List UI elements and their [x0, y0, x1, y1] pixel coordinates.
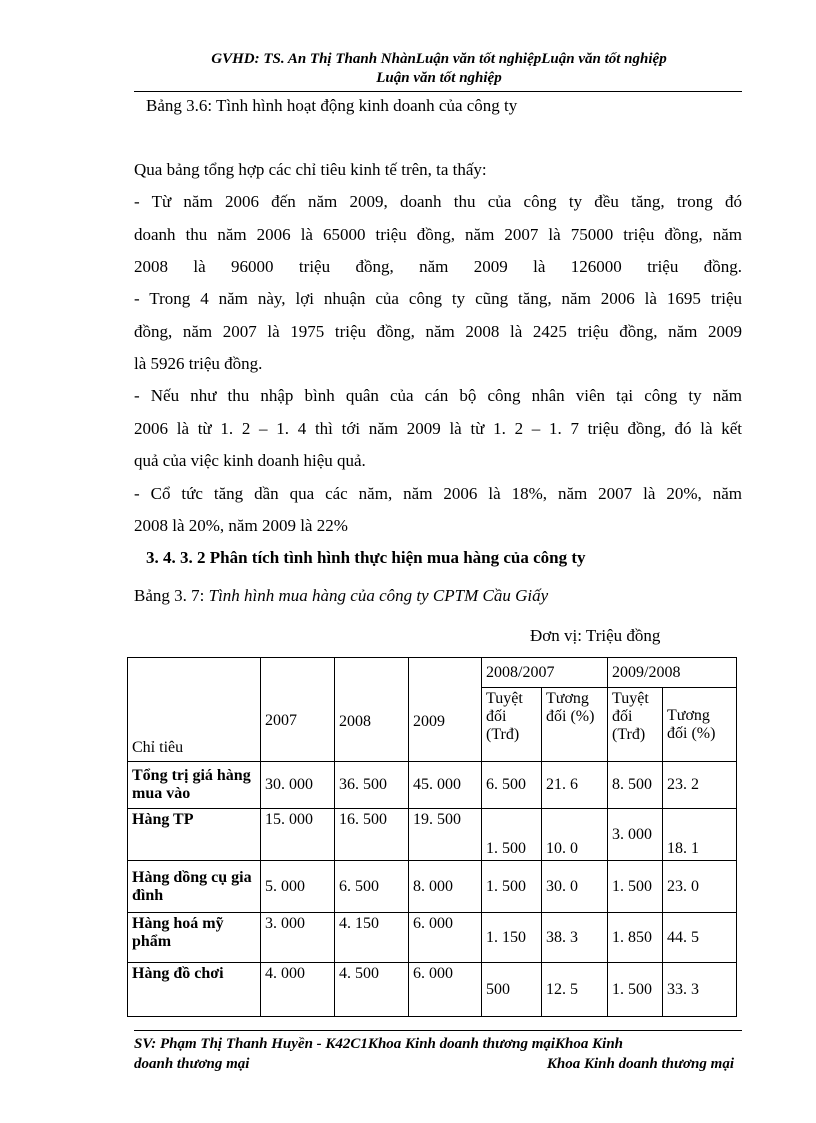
header-2009-2008: 2009/2008 [608, 658, 737, 688]
cell-2009: 6. 000 [409, 963, 482, 1017]
cell-rel-1: 21. 6 [542, 762, 608, 809]
cell-2008: 6. 500 [335, 861, 409, 913]
paragraph-line: là 5926 triệu đồng. [134, 354, 263, 373]
header-line-1: GVHD: TS. An Thị Thanh NhànLuận văn tốt nghiệpLuận văn tốt nghiệp [211, 51, 667, 67]
header-rel-2: Tương đối (%) [663, 688, 737, 762]
paragraph-line: - Từ năm 2006 đến năm 2009, doanh thu của công ty đều tăng, trong đó [134, 192, 742, 211]
cell-2008: 16. 500 [335, 809, 409, 861]
row-label: Tổng trị giá hàng mua vào [128, 762, 261, 809]
header-abs-2: Tuyệt đối (Trđ) [608, 688, 663, 762]
unit-label: Đơn vị: Triệu đồng [530, 626, 661, 645]
cell-2008: 36. 500 [335, 762, 409, 809]
header-2008-2007: 2008/2007 [482, 658, 608, 688]
table-row [128, 861, 737, 913]
cell-rel-1: 10. 0 [542, 809, 608, 861]
cell-2009: 19. 500 [409, 809, 482, 861]
table-row [128, 963, 737, 1017]
cell-rel-2: 23. 0 [663, 861, 737, 913]
header-rel-1: Tương đối (%) [542, 688, 608, 762]
cell-abs-2: 8. 500 [608, 762, 663, 809]
caption-prefix: Bảng 3. 7: [134, 586, 209, 605]
paragraph-line: - Cổ tức tăng dần qua các năm, năm 2006 là 18%, năm 2007 là 20%, năm [134, 484, 742, 503]
cell-abs-1: 500 [482, 963, 542, 1017]
cell-2009: 45. 000 [409, 762, 482, 809]
caption-title: Tình hình mua hàng của công ty CPTM Cầu Giấy [208, 586, 549, 605]
cell-abs-1: 1. 500 [482, 861, 542, 913]
cell-2009: 6. 000 [409, 913, 482, 963]
header-2008: 2008 [335, 658, 409, 762]
footer-line-2-right: Khoa Kinh doanh thương mại [546, 1056, 734, 1072]
purchase-table [127, 657, 737, 1017]
cell-rel-2: 23. 2 [663, 762, 737, 809]
cell-rel-2: 44. 5 [663, 913, 737, 963]
header-abs-1: Tuyệt đối (Trđ) [482, 688, 542, 762]
table-row [128, 809, 737, 861]
table-row [128, 913, 737, 963]
row-label: Hàng TP [128, 809, 261, 861]
cell-abs-2: 1. 500 [608, 963, 663, 1017]
cell-rel-1: 12. 5 [542, 963, 608, 1017]
paragraph-line: 2006 là từ 1. 2 – 1. 4 thì tới năm 2009 là từ 1. 2 – 1. 7 triệu đồng, đó là kết [134, 419, 742, 438]
footer-line-2 [134, 1054, 734, 1074]
header-2009: 2009 [409, 658, 482, 762]
cell-2007: 4. 000 [261, 963, 335, 1017]
cell-2008: 4. 500 [335, 963, 409, 1017]
row-label: Hàng dồng cụ gia đình [128, 861, 261, 913]
cell-2007: 30. 000 [261, 762, 335, 809]
cell-abs-1: 6. 500 [482, 762, 542, 809]
cell-abs-2: 3. 000 [608, 809, 663, 861]
footer-line-2-left: doanh thương mại [134, 1056, 250, 1072]
table-row [128, 762, 737, 809]
paragraph-line: - Nếu như thu nhập bình quân của cán bộ công nhân viên tại công ty năm [134, 386, 742, 405]
cell-2007: 15. 000 [261, 809, 335, 861]
cell-2007: 3. 000 [261, 913, 335, 963]
cell-2009: 8. 000 [409, 861, 482, 913]
cell-2008: 4. 150 [335, 913, 409, 963]
cell-abs-2: 1. 500 [608, 861, 663, 913]
paragraph-line: Qua bảng tổng hợp các chỉ tiêu kinh tế trên, ta thấy: [134, 160, 487, 179]
footer-divider [134, 1030, 742, 1031]
cell-abs-2: 1. 850 [608, 913, 663, 963]
paragraph-line: 2008 là 96000 triệu đồng, năm 2009 là 126000 triệu đồng. [134, 257, 742, 276]
cell-rel-2: 18. 1 [663, 809, 737, 861]
cell-rel-2: 33. 3 [663, 963, 737, 1017]
cell-rel-1: 38. 3 [542, 913, 608, 963]
cell-rel-1: 30. 0 [542, 861, 608, 913]
table-caption-3-6: Bảng 3.6: Tình hình hoạt động kinh doanh của công ty [146, 96, 518, 115]
paragraph-line: doanh thu năm 2006 là 65000 triệu đồng, năm 2007 là 75000 triệu đồng, năm [134, 225, 742, 244]
footer-line-1: SV: Phạm Thị Thanh Huyền - K42C1Khoa Kinh doanh thương mạiKhoa Kinh [134, 1036, 624, 1052]
paragraph-line: 2008 là 20%, năm 2009 là 22% [134, 516, 348, 535]
row-label: Hàng hoá mỹ phẩm [128, 913, 261, 963]
table-caption-3-7 [134, 586, 742, 606]
page-header [134, 50, 744, 88]
header-2007: 2007 [261, 658, 335, 762]
cell-abs-1: 1. 500 [482, 809, 542, 861]
cell-abs-1: 1. 150 [482, 913, 542, 963]
header-line-2: Luận văn tốt nghiệp [376, 70, 502, 86]
paragraph-line: quả của việc kinh doanh hiệu quả. [134, 451, 366, 470]
page-footer [134, 1034, 734, 1074]
paragraph-line: đồng, năm 2007 là 1975 triệu đồng, năm 2008 là 2425 triệu đồng, năm 2009 [134, 322, 742, 341]
row-label: Hàng đồ chơi [128, 963, 261, 1017]
header-divider [134, 91, 742, 92]
paragraph-line: - Trong 4 năm này, lợi nhuận của công ty cũng tăng, năm 2006 là 1695 triệu [134, 289, 742, 308]
cell-2007: 5. 000 [261, 861, 335, 913]
header-indicator: Chỉ tiêu [128, 658, 261, 762]
section-title: 3. 4. 3. 2 Phân tích tình hình thực hiện mua hàng của công ty [146, 548, 586, 567]
